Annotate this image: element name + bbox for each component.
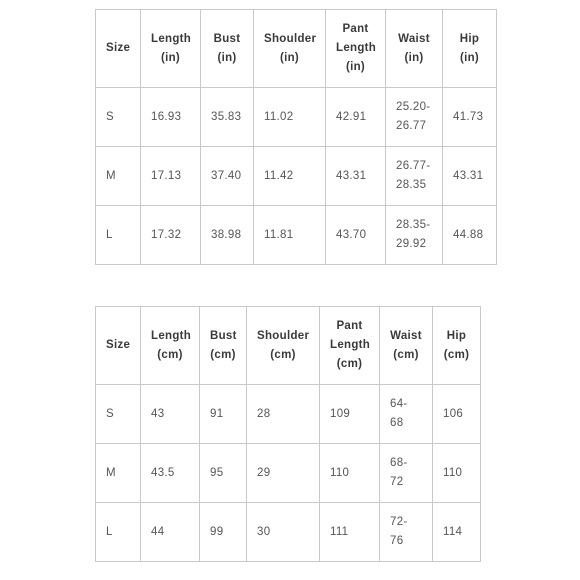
cell-text: M <box>106 466 116 479</box>
column-header <box>433 307 481 385</box>
cell-text: Hip <box>446 329 467 342</box>
cell-text: (in) <box>345 61 366 73</box>
measurement-cell <box>320 385 380 444</box>
cell-text: 26.77 <box>396 120 427 132</box>
cell-text: 111 <box>330 525 349 538</box>
cell-text: 26.77- <box>396 160 431 172</box>
table-row <box>96 147 497 206</box>
cell-text: Waist <box>398 32 430 45</box>
measurement-cell <box>326 88 386 147</box>
measurement-cell <box>254 206 326 265</box>
column-header <box>201 10 254 88</box>
measurement-cell <box>141 147 201 206</box>
cell-text: 110 <box>330 466 350 479</box>
size-chart-inches-header <box>96 10 497 88</box>
cell-text: Length <box>336 42 377 54</box>
cell-text: 76 <box>390 535 404 547</box>
measurement-cell <box>201 206 254 265</box>
measurement-cell <box>433 503 481 562</box>
column-header <box>326 10 386 88</box>
cell-text: (cm) <box>393 348 419 361</box>
cell-text: (in) <box>279 51 300 64</box>
measurement-cell <box>380 444 433 503</box>
table-row <box>96 444 481 503</box>
size-chart-cm-body <box>96 385 481 562</box>
cell-text: Pant <box>342 23 369 35</box>
measurement-cell <box>200 385 247 444</box>
size-cell <box>96 385 141 444</box>
cell-text: 106 <box>443 407 464 420</box>
measurement-cell <box>247 444 320 503</box>
cell-text: 11.42 <box>264 169 294 182</box>
cell-text: 99 <box>210 525 224 538</box>
measurement-cell <box>386 206 443 265</box>
cell-text: 29 <box>257 466 271 479</box>
column-header <box>247 307 320 385</box>
measurement-cell <box>380 503 433 562</box>
cell-text: Waist <box>390 329 422 342</box>
size-cell <box>96 147 141 206</box>
cell-text: 72- <box>390 516 408 528</box>
cell-text: 28.35 <box>396 179 427 191</box>
cell-text: (in) <box>404 51 424 64</box>
size-chart-inches <box>95 9 497 265</box>
measurement-cell <box>443 206 497 265</box>
cell-text: 37.40 <box>211 169 242 182</box>
cell-text: 43.70 <box>336 228 367 241</box>
cell-text: 109 <box>330 407 351 420</box>
measurement-cell <box>141 444 200 503</box>
table-row <box>96 88 497 147</box>
size-cell <box>96 503 141 562</box>
table-row <box>96 206 497 265</box>
cell-text: L <box>106 228 113 241</box>
measurement-cell <box>443 147 497 206</box>
cell-text: (cm) <box>443 348 470 361</box>
cell-text: 64- <box>390 398 408 410</box>
cell-text: Length <box>151 32 192 45</box>
measurement-cell <box>320 444 380 503</box>
cell-text: 43.5 <box>151 466 175 479</box>
column-header <box>200 307 247 385</box>
cell-text: 44 <box>151 525 165 538</box>
cell-text: 114 <box>443 525 463 538</box>
cell-text: (in) <box>459 51 480 64</box>
measurement-cell <box>320 503 380 562</box>
cell-text: 29.92 <box>396 238 427 250</box>
column-header <box>443 10 497 88</box>
cell-text: 35.83 <box>211 110 242 123</box>
measurement-cell <box>247 385 320 444</box>
cell-text: (cm) <box>336 358 363 370</box>
measurement-cell <box>141 385 200 444</box>
column-header <box>254 10 326 88</box>
cell-text: S <box>106 110 114 123</box>
size-cell <box>96 88 141 147</box>
cell-text: 30 <box>257 525 271 538</box>
cell-text: 91 <box>210 407 224 420</box>
cell-text: 42.91 <box>336 110 367 123</box>
cell-text: Size <box>106 42 131 54</box>
measurement-cell <box>200 503 247 562</box>
table-row <box>96 385 481 444</box>
cell-text: Bust <box>210 329 237 342</box>
column-header <box>96 307 141 385</box>
cell-text: 17.32 <box>151 228 182 241</box>
measurement-cell <box>326 206 386 265</box>
cell-text: 43.31 <box>453 169 484 182</box>
cell-text: (in) <box>217 51 237 64</box>
cell-text: L <box>106 525 113 538</box>
column-header <box>380 307 433 385</box>
table-row <box>96 503 481 562</box>
column-header <box>96 10 141 88</box>
cell-text: 11.81 <box>264 228 294 241</box>
cell-text: 43 <box>151 407 165 420</box>
cell-text: Hip <box>459 32 480 45</box>
cell-text: 11.02 <box>264 110 294 123</box>
cell-text: 38.98 <box>211 228 242 241</box>
column-header <box>141 307 200 385</box>
cell-text: S <box>106 407 114 420</box>
measurement-cell <box>141 88 201 147</box>
cell-text: 43.31 <box>336 169 367 182</box>
cell-text: 68 <box>390 417 404 429</box>
column-header <box>320 307 380 385</box>
measurement-cell <box>326 147 386 206</box>
cell-text: Shoulder <box>257 329 310 342</box>
measurement-cell <box>433 444 481 503</box>
measurement-cell <box>443 88 497 147</box>
cell-text: 25.20- <box>396 101 431 113</box>
header-row <box>96 307 481 385</box>
cell-text: 110 <box>443 466 463 479</box>
column-header <box>141 10 201 88</box>
measurement-cell <box>254 88 326 147</box>
size-chart-inches-body <box>96 88 497 265</box>
cell-text: (in) <box>160 51 181 64</box>
header-row <box>96 10 497 88</box>
measurement-cell <box>433 385 481 444</box>
cell-text: 41.73 <box>453 110 484 123</box>
cell-text: 28 <box>257 407 271 420</box>
measurement-cell <box>247 503 320 562</box>
size-cell <box>96 444 141 503</box>
size-chart-cm <box>95 306 481 562</box>
cell-text: Length <box>151 329 192 342</box>
cell-text: 16.93 <box>151 110 182 123</box>
cell-text: Size <box>106 339 131 351</box>
measurement-cell <box>141 503 200 562</box>
measurement-cell <box>201 88 254 147</box>
cell-text: (cm) <box>270 348 296 361</box>
measurement-cell <box>386 88 443 147</box>
measurement-cell <box>200 444 247 503</box>
measurement-cell <box>386 147 443 206</box>
cell-text: Bust <box>213 32 241 45</box>
cell-text: 68- <box>390 457 408 469</box>
size-chart-cm-header <box>96 307 481 385</box>
measurement-cell <box>254 147 326 206</box>
size-cell <box>96 206 141 265</box>
cell-text: M <box>106 169 116 182</box>
cell-text: 17.13 <box>151 169 182 182</box>
measurement-cell <box>141 206 201 265</box>
measurement-cell <box>201 147 254 206</box>
cell-text: 95 <box>210 466 224 479</box>
cell-text: (cm) <box>157 348 183 361</box>
cell-text: Pant <box>336 320 363 332</box>
cell-text: 28.35- <box>396 219 431 231</box>
cell-text: Length <box>330 339 371 351</box>
cell-text: Shoulder <box>264 32 317 45</box>
cell-text: 44.88 <box>453 228 484 241</box>
cell-text: (cm) <box>210 348 236 361</box>
cell-text: 72 <box>390 476 404 488</box>
column-header <box>386 10 443 88</box>
measurement-cell <box>380 385 433 444</box>
